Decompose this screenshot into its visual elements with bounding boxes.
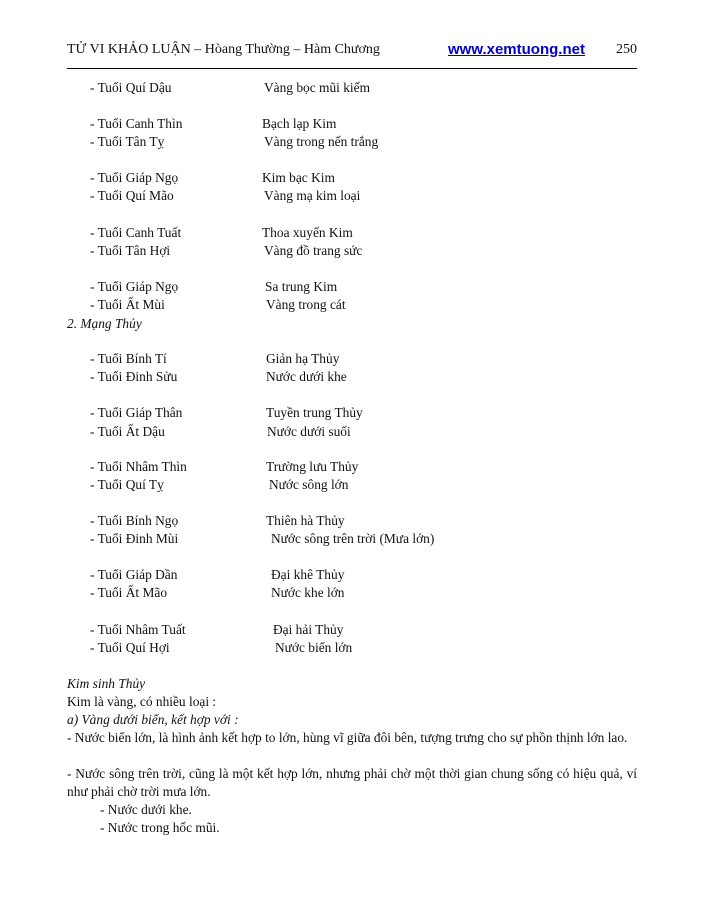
- subsection-a-title: a) Vàng dưới biển, kết hợp với :: [67, 712, 239, 727]
- kim-row-8-element: Sa trung Kim: [265, 279, 338, 294]
- kim-row-5-age: - Tuổi Quí Mão: [90, 188, 174, 203]
- kim-sinh-thuy-heading: Kim sinh Thủy: [67, 676, 146, 691]
- kim-row-1-element: Vàng bọc mũi kiếm: [264, 80, 370, 95]
- thuy-row-6-age: - Tuổi Quí Tỵ: [90, 477, 164, 492]
- thuy-row-5-age: - Tuổi Nhâm Thìn: [90, 459, 187, 474]
- header-divider: [67, 68, 637, 69]
- thuy-row-7-element: Thiên hà Thủy: [266, 513, 345, 528]
- thuy-row-5-element: Trường lưu Thủy: [266, 459, 359, 474]
- thuy-row-1-age: - Tuổi Bính Tí: [90, 351, 167, 366]
- kim-row-7-element: Vàng đồ trang sức: [264, 243, 363, 258]
- kim-row-5-element: Vàng mạ kim loại: [264, 188, 361, 203]
- kim-row-2-age: - Tuổi Canh Thìn: [90, 116, 183, 131]
- kim-row-2-element: Bạch lạp Kim: [262, 116, 337, 131]
- thuy-row-9-age: - Tuổi Giáp Dần: [90, 567, 178, 582]
- thuy-row-10-age: - Tuổi Ất Mão: [90, 585, 168, 600]
- thuy-row-3-age: - Tuổi Giáp Thân: [90, 405, 183, 420]
- thuy-row-9-element: Đại khê Thủy: [271, 567, 345, 582]
- thuy-row-2-element: Nước dưới khe: [266, 369, 347, 384]
- kim-row-4-age: - Tuổi Giáp Ngọ: [90, 170, 179, 185]
- thuy-row-4-element: Nước dưới suối: [267, 424, 351, 439]
- kim-row-6-element: Thoa xuyến Kim: [262, 225, 353, 240]
- section-2-title: 2. Mạng Thủy: [67, 316, 142, 331]
- thuy-row-4-age: - Tuổi Ất Dậu: [90, 424, 165, 439]
- page-header: [67, 42, 637, 62]
- thuy-row-12-element: Nước biển lớn: [275, 640, 353, 655]
- book-title: TỬ VI KHẢO LUẬN – Hòang Thường – Hàm Chương: [67, 42, 380, 57]
- thuy-row-10-element: Nước khe lớn: [271, 585, 345, 600]
- page-number: 250: [616, 42, 637, 57]
- paragraph-1: - Nước biển lớn, là hình ảnh kết hợp to lớn, hùng vĩ giữa đôi bên, tượng trưng cho sự phồn thịnh lớn lao.: [67, 730, 628, 745]
- kim-row-3-element: Vàng trong nến trắng: [264, 134, 379, 149]
- kim-row-3-age: - Tuổi Tân Tỵ: [90, 134, 165, 149]
- bullet-nuoc-trong-hoc-mui: - Nước trong hốc mũi.: [100, 820, 220, 835]
- kim-row-9-element: Vàng trong cát: [266, 297, 346, 312]
- thuy-row-8-age: - Tuổi Đinh Mùi: [90, 531, 179, 546]
- thuy-row-7-age: - Tuổi Bính Ngọ: [90, 513, 179, 528]
- thuy-row-8-element: Nước sông trên trời (Mưa lớn): [271, 531, 435, 546]
- kim-row-7-age: - Tuổi Tân Hợi: [90, 243, 171, 258]
- kim-row-6-age: - Tuổi Canh Tuất: [90, 225, 182, 240]
- thuy-row-6-element: Nước sông lớn: [269, 477, 349, 492]
- kim-row-4-element: Kim bạc Kim: [262, 170, 335, 185]
- thuy-row-2-age: - Tuổi Đinh Sửu: [90, 369, 178, 384]
- paragraph-2: - Nước sông trên trời, cũng là một kết hợp lớn, nhưng phải chờ một thời gian chung sống có hiệu quả, ví như phải chờ trời mưa lớn.: [67, 766, 637, 799]
- kim-sinh-thuy-intro: Kim là vàng, có nhiều loại :: [67, 694, 217, 709]
- thuy-row-12-age: - Tuổi Quí Hợi: [90, 640, 170, 655]
- thuy-row-3-element: Tuyền trung Thủy: [266, 405, 363, 420]
- thuy-row-11-age: - Tuổi Nhâm Tuất: [90, 622, 186, 637]
- kim-row-8-age: - Tuổi Giáp Ngọ: [90, 279, 179, 294]
- thuy-row-11-element: Đại hải Thủy: [273, 622, 344, 637]
- website-link[interactable]: www.xemtuong.net: [448, 41, 585, 58]
- kim-row-1-age: - Tuổi Quí Dậu: [90, 80, 172, 95]
- thuy-row-1-element: Giản hạ Thủy: [266, 351, 340, 366]
- kim-row-9-age: - Tuổi Ất Mùi: [90, 297, 165, 312]
- bullet-nuoc-duoi-khe: - Nước dưới khe.: [100, 802, 192, 817]
